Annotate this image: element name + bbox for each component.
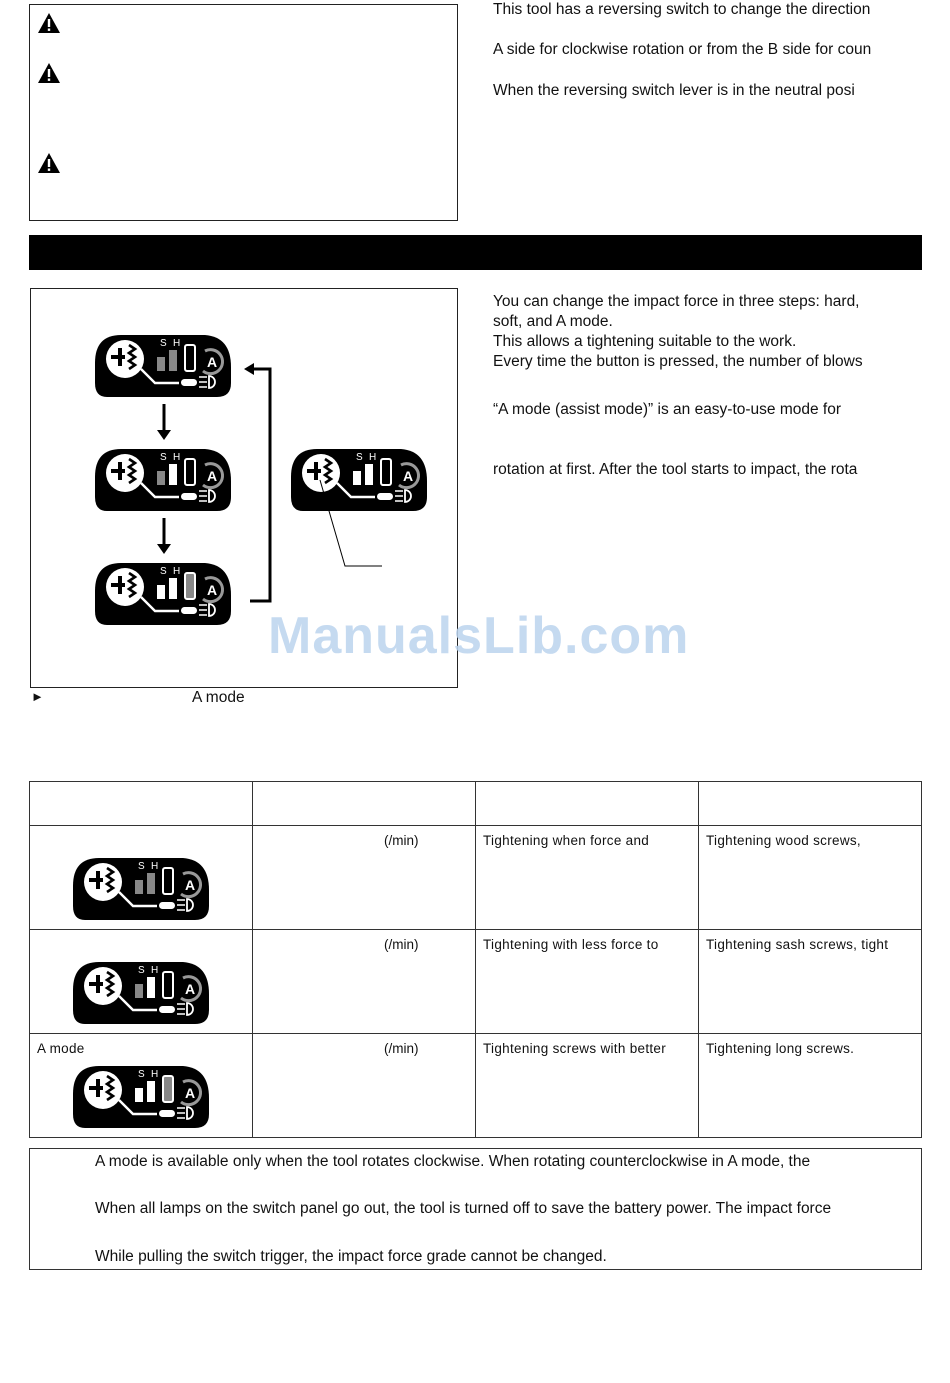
- example-cell: [699, 826, 922, 930]
- blows-cell: [253, 826, 476, 930]
- impact-mode-table: [29, 781, 922, 1138]
- table-header-cell: [30, 782, 253, 826]
- mode-label: A mode: [37, 1041, 85, 1056]
- purpose-cell: [476, 1034, 699, 1138]
- purpose-text: Tightening with less force to: [483, 937, 659, 952]
- blows-unit: (/min): [384, 833, 419, 848]
- impact-text-4: Every time the button is pressed, the number of blows: [493, 353, 863, 370]
- table-row: [30, 930, 922, 1034]
- notes-box: [29, 1148, 922, 1270]
- section-header-bar: [29, 235, 922, 270]
- mode-cycle-arrows: [140, 360, 400, 610]
- table-header-cell: [699, 782, 922, 826]
- blows-unit: (/min): [384, 937, 419, 952]
- intro-text-3: When the reversing switch lever is in the neutral posi: [493, 82, 855, 99]
- purpose-text: Tightening screws with better: [483, 1041, 667, 1056]
- blows-unit: (/min): [384, 1041, 419, 1056]
- example-text: Tightening wood screws,: [706, 833, 861, 848]
- table-row: [30, 1034, 922, 1138]
- impact-text-2: soft, and A mode.: [493, 313, 613, 330]
- watermark: ManualsLib.com: [268, 607, 690, 665]
- impact-text-3: This allows a tightening suitable to the work.: [493, 333, 797, 350]
- warning-icon: [37, 12, 61, 34]
- figure-caption-text: A mode: [192, 689, 245, 706]
- example-cell: [699, 930, 922, 1034]
- warning-box: [29, 4, 458, 221]
- note-text-3: While pulling the switch trigger, the impact force grade cannot be changed.: [95, 1248, 607, 1265]
- table-header-cell: [253, 782, 476, 826]
- warning-icon: [37, 62, 61, 84]
- switch-panel-hard: [71, 856, 211, 922]
- blows-cell: [253, 1034, 476, 1138]
- switch-panel-a-mode: [71, 1064, 211, 1130]
- example-text: Tightening long screws.: [706, 1041, 855, 1056]
- note-text-1: A mode is available only when the tool rotates clockwise. When rotating counterclockwise in A mode, the: [95, 1153, 811, 1170]
- example-text: Tightening sash screws, tight: [706, 937, 889, 952]
- intro-text-2: A side for clockwise rotation or from the B side for coun: [493, 41, 872, 58]
- table-row: [30, 826, 922, 930]
- purpose-cell: [476, 930, 699, 1034]
- switch-panel-soft: [71, 960, 211, 1026]
- table-header-cell: [476, 782, 699, 826]
- mode-cell: [30, 826, 253, 930]
- blows-cell: [253, 930, 476, 1034]
- purpose-text: Tightening when force and: [483, 833, 650, 848]
- warning-icon: [37, 152, 61, 174]
- impact-text-6: rotation at first. After the tool starts to impact, the rota: [493, 461, 858, 478]
- mode-cell: [30, 1034, 253, 1138]
- note-text-2: When all lamps on the switch panel go out, the tool is turned off to save the battery power. The impact force: [95, 1200, 832, 1217]
- table-header-row: [30, 782, 922, 826]
- figure-caption-marker: ►: [31, 689, 44, 704]
- impact-text-1: You can change the impact force in three steps: hard,: [493, 293, 860, 310]
- purpose-cell: [476, 826, 699, 930]
- mode-cell: [30, 930, 253, 1034]
- example-cell: [699, 1034, 922, 1138]
- impact-text-5: “A mode (assist mode)” is an easy-to-use mode for: [493, 401, 842, 418]
- intro-text-1: This tool has a reversing switch to change the direction: [493, 1, 871, 18]
